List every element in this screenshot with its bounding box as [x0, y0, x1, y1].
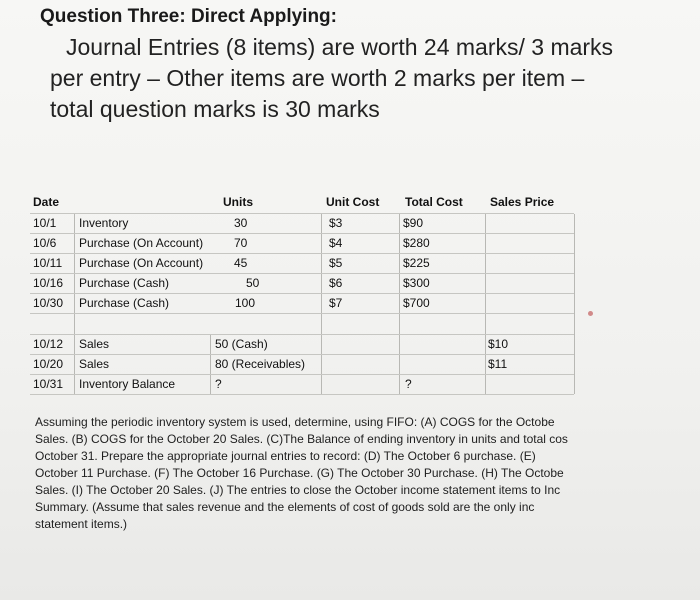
table-row	[30, 374, 574, 394]
cell-description: Inventory	[79, 216, 129, 230]
cell-units: 70	[234, 236, 248, 250]
grid-line	[574, 214, 575, 394]
cell-unit-cost: $7	[329, 296, 343, 310]
stray-mark	[588, 311, 593, 316]
cell-date: 10/11	[33, 256, 63, 270]
intro-text	[50, 32, 650, 125]
paragraph-line: October 31. Prepare the appropriate journal entries to record: (D) The October 6 purchase. (E)	[35, 449, 536, 463]
cell-description: Purchase (Cash)	[79, 296, 170, 310]
cell-date: 10/31	[33, 377, 64, 391]
cell-units: 100	[235, 296, 256, 310]
cell-unit-cost: $3	[329, 216, 343, 230]
cell-description: Sales	[79, 357, 110, 371]
header-unit-cost: Unit Cost	[326, 195, 380, 209]
table-row	[30, 213, 574, 233]
cell-units: 80 (Receivables)	[215, 357, 306, 371]
cell-unit-cost: $5	[329, 256, 343, 270]
cell-total-cost: $90	[403, 216, 424, 230]
header-sales-price: Sales Price	[490, 195, 555, 209]
cell-description: Purchase (On Account)	[79, 256, 204, 270]
instructions-paragraph	[35, 414, 685, 533]
grid-line	[30, 313, 574, 314]
table-row	[30, 233, 574, 253]
cell-date: 10/1	[33, 216, 57, 230]
grid-line	[30, 394, 574, 395]
table-row	[30, 354, 574, 374]
intro-line-3: total question marks is 30 marks	[50, 96, 380, 122]
intro-line-2: per entry – Other items are worth 2 marks per item –	[50, 65, 585, 91]
cell-total-cost: ?	[405, 377, 412, 391]
cell-total-cost: $280	[403, 236, 430, 250]
paragraph-line: Sales. (I) The October 20 Sales. (J) The entries to close the October income statement items to Inc	[35, 483, 561, 497]
intro-line-1: Journal Entries (8 items) are worth 24 marks/ 3 marks	[66, 34, 614, 60]
paragraph-line: statement items.)	[35, 517, 128, 531]
cell-description: Purchase (Cash)	[79, 276, 170, 290]
paragraph-line: Sales. (B) COGS for the October 20 Sales. (C)The Balance of ending inventory in units and total cos	[35, 432, 568, 446]
paragraph-line: October 11 Purchase. (F) The October 16 Purchase. (G) The October 30 Purchase. (H) The Octobe	[35, 466, 564, 480]
cell-units: 50 (Cash)	[215, 337, 268, 351]
cell-unit-cost: $6	[329, 276, 343, 290]
paragraph-line: Summary. (Assume that sales revenue and the elements of cost of goods sold are the only inc	[35, 500, 535, 514]
cell-date: 10/16	[33, 276, 64, 290]
cell-units: ?	[215, 377, 222, 391]
header-total-cost: Total Cost	[405, 195, 463, 209]
paragraph-line: Assuming the periodic inventory system is used, determine, using FIFO: (A) COGS for the Octobe	[35, 415, 555, 429]
question-heading: Question Three: Direct Applying:	[40, 6, 337, 27]
cell-units: 30	[234, 216, 248, 230]
table-row	[30, 273, 574, 293]
table-row	[30, 253, 574, 273]
cell-sales-price: $11	[488, 357, 508, 371]
cell-total-cost: $300	[403, 276, 430, 290]
table-row	[30, 293, 574, 313]
cell-date: 10/20	[33, 357, 64, 371]
cell-units: 50	[246, 276, 260, 290]
table-header-row	[30, 192, 574, 212]
cell-total-cost: $700	[403, 296, 430, 310]
cell-unit-cost: $4	[329, 236, 343, 250]
cell-sales-price: $10	[488, 337, 509, 351]
cell-date: 10/6	[33, 236, 57, 250]
cell-description: Purchase (On Account)	[79, 236, 204, 250]
header-date: Date	[33, 195, 60, 209]
cell-units: 45	[234, 256, 248, 270]
cell-total-cost: $225	[403, 256, 430, 270]
cell-date: 10/30	[33, 296, 64, 310]
header-units: Units	[223, 195, 253, 209]
cell-description: Inventory Balance	[79, 377, 176, 391]
table-row	[30, 334, 574, 354]
cell-description: Sales	[79, 337, 110, 351]
cell-date: 10/12	[33, 337, 64, 351]
